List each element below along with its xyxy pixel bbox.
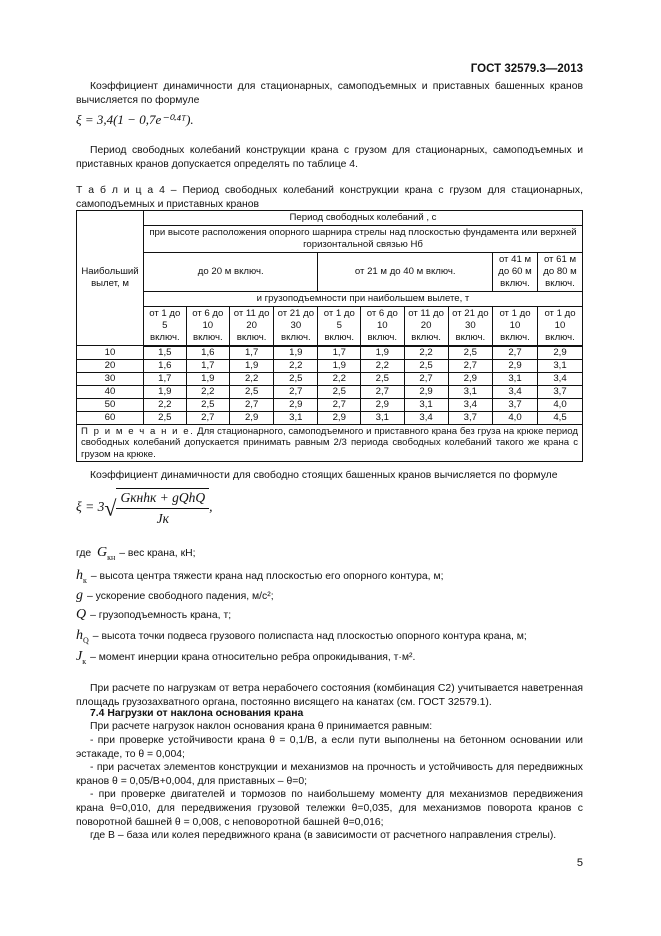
period-cell: 4,0	[493, 411, 538, 424]
formula-tail: ,	[209, 499, 213, 515]
definition-text: – ускорение свободного падения, м/с²;	[87, 591, 274, 602]
table-note	[77, 424, 583, 462]
period-cell: 1,7	[230, 346, 274, 359]
table-row	[77, 346, 583, 359]
reach-cell: 60	[77, 411, 144, 424]
height-group-2: от 21 м до 40 м включ.	[318, 252, 493, 291]
capacity-column-4: от 21 до 30 включ.	[274, 306, 318, 345]
definition-row-4: Q – грузоподъемность крана, т;	[76, 607, 232, 622]
section-7-4-title: 7.4 Нагрузки от наклона основания крана	[90, 708, 304, 719]
period-cell: 1,5	[144, 346, 187, 359]
section-7-4-line-4: - при проверке двигателей и тормозов по наибольшему моменту для механизмов передвижения крана θ=0,010, для передвижения грузовой тележки θ=0,035, для механизмов поворота кранов с поворотной башней θ = 0,008, с неповоротной башней θ=0,016;	[76, 789, 583, 828]
section-7-4-line-2: - при проверке устойчивости крана θ = 0,1/B, а если пути выполнены на бетонном основании или эстакаде, то θ = 0,004;	[76, 735, 583, 760]
definition-row-5: $h_Q$ – высота точки подвеса грузового полиспаста над плоскостью опорного контура крана, м;	[76, 628, 527, 645]
capacity-column-8: от 21 до 30 включ.	[448, 306, 492, 345]
wind-paragraph: При расчете по нагрузкам от ветра нерабочего состояния (комбинация С2) учитывается наветренная площадь грузозахватного органа, постоянно висящего на канатах (см. ГОСТ 32579.1).	[76, 683, 583, 708]
period-cell: 1,6	[186, 346, 229, 359]
reach-cell: 30	[77, 372, 144, 385]
period-cell: 1,7	[186, 359, 229, 372]
period-cell: 2,7	[318, 398, 361, 411]
period-cell: 2,9	[448, 372, 492, 385]
period-cell: 2,7	[361, 385, 404, 398]
reach-cell: 20	[77, 359, 144, 372]
period-cell: 2,5	[274, 372, 318, 385]
intro-paragraph-1: Коэффициент динамичности для стационарных, самоподъемных и приставных башенных кранов вычисляется по формуле	[76, 81, 583, 106]
capacity-column-3: от 11 до 20 включ.	[230, 306, 274, 345]
period-cell: 2,7	[404, 372, 448, 385]
column-header-height: при высоте расположения опорного шарнира стрелы над плоскостью фундамента или верхней горизонтальной связью Hб	[144, 225, 583, 252]
period-cell: 2,2	[274, 359, 318, 372]
period-cell: 3,1	[538, 359, 583, 372]
document-header: ГОСТ 32579.3—2013	[470, 63, 583, 75]
table-4	[76, 210, 583, 462]
definition-row-6: $J_к$ – момент инерции крана относительно ребра опрокидывания, т·м².	[76, 649, 416, 666]
period-cell: 1,7	[318, 346, 361, 359]
column-header-capacity: и грузоподъемности при наибольшем вылете, т	[144, 291, 583, 306]
period-cell: 2,7	[230, 398, 274, 411]
period-cell: 1,9	[318, 359, 361, 372]
reach-cell: 50	[77, 398, 144, 411]
table-note-text: Для стационарного, самоподъемного и приставного крана без груза на крюке период свободных колебаний допускается принимать равным 2/3 периода свободных колебаний такого же крана с грузом на крюке.	[81, 425, 579, 460]
table-row	[77, 385, 583, 398]
capacity-column-9: от 1 до 10 включ.	[493, 306, 538, 345]
table-caption: Т а б л и ц а 4 – Период свободных колебаний конструкции крана с грузом для стационарных, самоподъемных и приставных кранов	[76, 185, 583, 210]
capacity-column-6: от 6 до 10 включ.	[361, 306, 404, 345]
where-label: где	[76, 548, 92, 559]
period-cell: 2,2	[404, 346, 448, 359]
period-cell: 1,9	[274, 346, 318, 359]
definition-text: – вес крана, кН;	[119, 548, 196, 559]
reach-cell: 10	[77, 346, 144, 359]
period-cell: 2,5	[186, 398, 229, 411]
period-cell: 1,6	[144, 359, 187, 372]
formula-denominator: Jк	[156, 510, 169, 526]
definition-row-3: g – ускорение свободного падения, м/с²;	[76, 588, 274, 603]
definition-row-1: где $G_{кн}$ – вес крана, кН;	[76, 545, 196, 562]
capacity-column-7: от 11 до 20 включ.	[404, 306, 448, 345]
period-cell: 2,2	[144, 398, 187, 411]
formula-dynamic-coefficient: ξ = 3,4(1 − 0,7e⁻⁰·⁴ᵀ).	[76, 112, 194, 127]
column-header-period: Период свободных колебаний , с	[144, 211, 583, 226]
section-7-4-line-3: - при расчетах элементов конструкции и механизмов на прочность и устойчивость для передвижных кранов θ = 0,05/B+0,004, для приставных – θ=0;	[76, 762, 583, 787]
table-row	[77, 398, 583, 411]
period-cell: 2,5	[361, 372, 404, 385]
period-cell: 2,7	[186, 411, 229, 424]
period-cell: 3,7	[493, 398, 538, 411]
period-cell: 3,1	[361, 411, 404, 424]
intro-paragraph-2: Период свободных колебаний конструкции крана с грузом для стационарных, самоподъемных и приставных кранов допускается определять по таблице 4.	[76, 145, 583, 170]
period-cell: 2,9	[538, 346, 583, 359]
period-cell: 3,7	[448, 411, 492, 424]
table-row	[77, 359, 583, 372]
capacity-column-2: от 6 до 10 включ.	[186, 306, 229, 345]
period-cell: 2,2	[230, 372, 274, 385]
height-group-4: от 61 м до 80 м включ.	[538, 252, 583, 291]
period-cell: 1,9	[361, 346, 404, 359]
period-cell: 3,4	[538, 372, 583, 385]
page-number: 5	[576, 857, 583, 869]
capacity-column-1: от 1 до 5 включ.	[144, 306, 187, 345]
period-cell: 2,9	[404, 385, 448, 398]
section-7-4-line-1: При расчете нагрузок наклон основания крана θ принимается равным:	[90, 721, 433, 732]
definition-row-2: $h_к$ – высота центра тяжести крана над плоскостью его опорного контура, м;	[76, 568, 444, 585]
table-note-label: П р и м е ч а н и е.	[81, 425, 195, 437]
formula-lhs: ξ = 3	[76, 499, 105, 515]
period-cell: 2,9	[318, 411, 361, 424]
period-cell: 2,9	[361, 398, 404, 411]
capacity-column-10: от 1 до 10 включ.	[538, 306, 583, 345]
period-cell: 2,7	[274, 385, 318, 398]
period-cell: 2,9	[493, 359, 538, 372]
period-cell: 2,9	[230, 411, 274, 424]
capacity-column-5: от 1 до 5 включ.	[318, 306, 361, 345]
formula-fraction	[116, 488, 209, 528]
period-cell: 1,7	[144, 372, 187, 385]
period-cell: 3,1	[274, 411, 318, 424]
period-cell: 2,2	[361, 359, 404, 372]
definition-text: – грузоподъемность крана, т;	[90, 610, 232, 621]
period-cell: 1,9	[144, 385, 187, 398]
height-group-1: до 20 м включ.	[144, 252, 318, 291]
definition-text: – высота точки подвеса грузового полиспаста над плоскостью опорного контура крана, м;	[92, 631, 527, 642]
reach-cell: 40	[77, 385, 144, 398]
formula-numerator: Gкнhк + gQhQ	[116, 489, 209, 509]
period-cell: 3,7	[538, 385, 583, 398]
period-cell: 2,9	[274, 398, 318, 411]
definition-text: – момент инерции крана относительно ребра опрокидывания, т·м².	[90, 652, 416, 663]
period-cell: 3,4	[493, 385, 538, 398]
period-cell: 2,5	[404, 359, 448, 372]
height-group-3: от 41 м до 60 м включ.	[493, 252, 538, 291]
period-cell: 2,5	[448, 346, 492, 359]
period-cell: 2,5	[318, 385, 361, 398]
formula-free-standing: ξ = 3√ $\frac{\text{Gкнhк + gQhQ}}{Jк}$ ,	[76, 490, 213, 526]
period-cell: 2,2	[186, 385, 229, 398]
period-cell: 3,1	[448, 385, 492, 398]
period-cell: 2,5	[230, 385, 274, 398]
period-cell: 3,4	[404, 411, 448, 424]
table-row	[77, 411, 583, 424]
period-cell: 2,2	[318, 372, 361, 385]
period-cell: 3,4	[448, 398, 492, 411]
free-standing-paragraph: Коэффициент динамичности для свободно стоящих башенных кранов вычисляется по формуле	[90, 470, 558, 481]
section-7-4-line-5: где B – база или колея передвижного крана (в зависимости от расчетного направления стрелы).	[90, 830, 557, 841]
definition-text: – высота центра тяжести крана над плоскостью его опорного контура, м;	[90, 571, 444, 582]
column-header-reach: Наибольший вылет, м	[77, 211, 144, 346]
period-cell: 3,1	[493, 372, 538, 385]
period-cell: 1,9	[230, 359, 274, 372]
period-cell: 4,0	[538, 398, 583, 411]
table-row	[77, 372, 583, 385]
period-cell: 2,7	[493, 346, 538, 359]
period-cell: 2,7	[448, 359, 492, 372]
period-cell: 4,5	[538, 411, 583, 424]
period-cell: 2,5	[144, 411, 187, 424]
period-cell: 3,1	[404, 398, 448, 411]
period-cell: 1,9	[186, 372, 229, 385]
